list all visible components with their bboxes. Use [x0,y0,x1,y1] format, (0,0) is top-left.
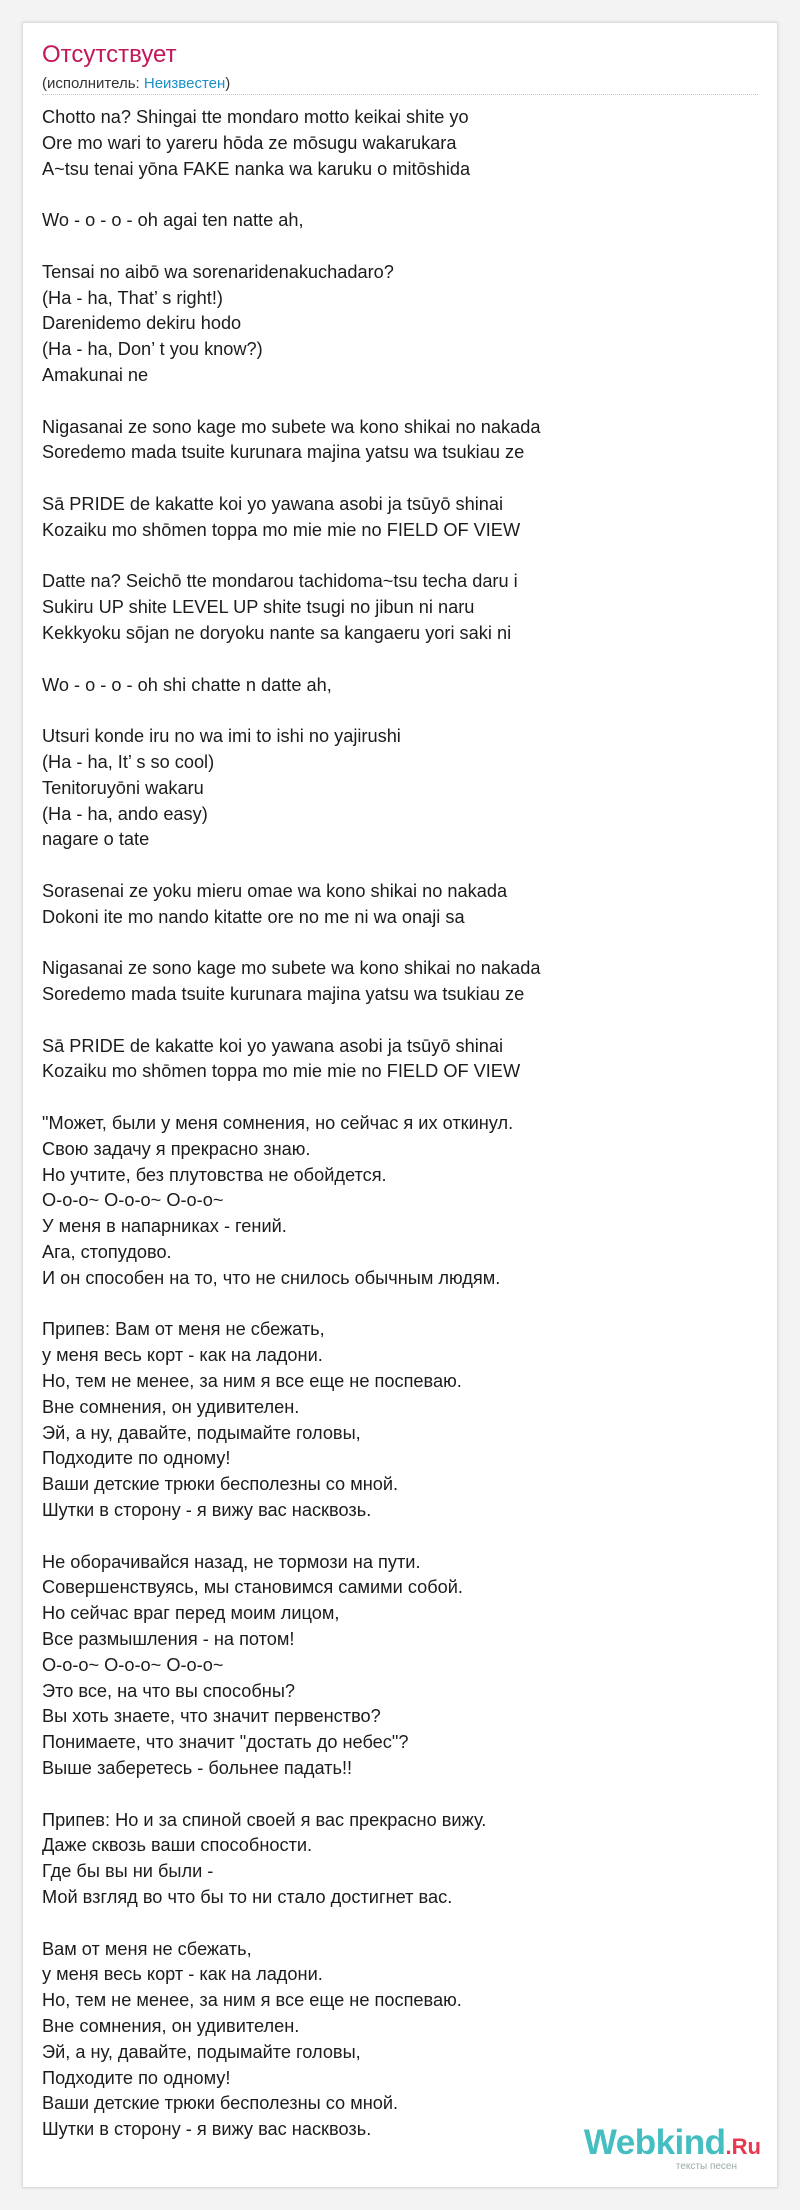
lyrics-blank-line [42,1911,540,1937]
lyrics-line: Совершенствуясь, мы становимся самими собой. [42,1577,463,1598]
lyrics-line: Но сейчас враг перед моим лицом, [42,1603,340,1624]
lyrics-line: (Ha - ha, Don’ t you know?) [42,339,263,360]
lyrics-line: Sā PRIDE de kakatte koi yo yawana asobi ja tsūyō shinai [42,1035,504,1056]
lyrics-line: Подходите по одному! [42,1448,231,1469]
lyrics-text [42,105,540,2143]
lyrics-blank-line [42,1782,540,1808]
lyrics-line: у меня весь корт - как на ладони. [42,1964,323,1985]
lyrics-line: Подходите по одному! [42,2067,231,2088]
lyrics-card [22,22,778,2188]
lyrics-line: Ваши детские трюки бесполезны со мной. [42,1474,399,1495]
lyrics-line: у меня весь корт - как на ладони. [42,1345,323,1366]
lyrics-line: Sorasenai ze yoku mieru omae wa kono shikai no nakada [42,880,508,901]
lyrics-blank-line [42,234,540,260]
song-title: Отсутствует [42,41,177,68]
lyrics-blank-line [42,1008,540,1034]
lyrics-blank-line [42,647,540,673]
lyrics-line: Шутки в сторону - я вижу вас насквозь. [42,1500,372,1521]
lyrics-blank-line [42,931,540,957]
lyrics-line: nagare o tate [42,829,150,850]
lyrics-line: "Может, были у меня сомнения, но сейчас я их откинул. [42,1113,514,1134]
title-divider [42,94,758,95]
lyrics-line: Но, тем не менее, за ним я все еще не поспеваю. [42,1371,462,1392]
lyrics-line: (Ha - ha, ando easy) [42,803,208,824]
lyrics-line: Nigasanai ze sono kage mo subete wa kono shikai no nakada [42,416,541,437]
lyrics-line: Свою задачу я прекрасно знаю. [42,1138,311,1159]
artist-suffix: ) [225,75,231,92]
lyrics-line: Вне сомнения, он удивителен. [42,2015,300,2036]
lyrics-line: Эй, а ну, давайте, подымайте головы, [42,1422,361,1443]
lyrics-blank-line [42,466,540,492]
lyrics-line: О-о-о~ О-о-о~ О-о-о~ [42,1654,224,1675]
lyrics-line: Но учтите, без плутовства не обойдется. [42,1164,387,1185]
artist-link[interactable]: Неизвестен [143,75,226,92]
lyrics-blank-line [42,1085,540,1111]
lyrics-blank-line [42,1292,540,1318]
lyrics-line: Kozaiku mo shōmen toppa mo mie mie no FIELD OF VIEW [42,1061,521,1082]
lyrics-line: Припев: Вам от меня не сбежать, [42,1319,325,1340]
lyrics-line: Darenidemo dekiru hodo [42,313,242,334]
lyrics-line: A~tsu tenai yōna FAKE nanka wa karuku o mitōshida [42,158,471,179]
lyrics-line: Все размышления - на потом! [42,1629,295,1650]
lyrics-line: Где бы вы ни были - [42,1861,214,1882]
lyrics-line: Не оборачивайся назад, не тормози на пути. [42,1551,421,1572]
lyrics-line: Вне сомнения, он удивителен. [42,1396,300,1417]
lyrics-line: Мой взгляд во что бы то ни стало достигнет вас. [42,1886,453,1907]
lyrics-line: О-о-о~ О-о-о~ О-о-о~ [42,1190,224,1211]
lyrics-line: Wo - o - o - oh shi chatte n datte ah, [42,674,332,695]
lyrics-line: Ваши детские трюки бесполезны со мной. [42,2093,399,2114]
lyrics-blank-line [42,698,540,724]
artist-line [42,75,230,92]
lyrics-line: Soredemo mada tsuite kurunara majina yatsu wa tsukiau ze [42,442,525,463]
lyrics-line: Даже сквозь ваши способности. [42,1835,313,1856]
lyrics-blank-line [42,182,540,208]
brand-tagline: тексты песен [675,2161,737,2172]
lyrics-line: Datte na? Seichō tte mondarou tachidoma~tsu techa daru i [42,571,518,592]
lyrics-line: Tensai no aibō wa sorenaridenakuchadaro? [42,261,394,282]
lyrics-blank-line [42,389,540,415]
lyrics-line: Sā PRIDE de kakatte koi yo yawana asobi ja tsūyō shinai [42,493,504,514]
lyrics-line: Вы хоть знаете, что значит первенство? [42,1706,381,1727]
lyrics-line: Понимаете, что значит "достать до небес"? [42,1732,409,1753]
lyrics-line: (Ha - ha, That’ s right!) [42,287,223,308]
lyrics-line: Вам от меня не сбежать, [42,1938,252,1959]
lyrics-line: Wo - o - o - oh agai ten natte ah, [42,210,304,231]
site-logo[interactable] [584,2125,761,2172]
lyrics-line: Dokoni ite mo nando kitatte ore no me ni wa onaji sa [42,906,465,927]
lyrics-line: Шутки в сторону - я вижу вас насквозь. [42,2119,372,2140]
brand-tld: .Ru [725,2134,761,2159]
lyrics-line: У меня в напарниках - гений. [42,1216,287,1237]
lyrics-line: Kekkyoku sōjan ne doryoku nante sa kangaeru yori saki ni [42,622,512,643]
lyrics-line: Эй, а ну, давайте, подымайте головы, [42,2041,361,2062]
lyrics-blank-line [42,1524,540,1550]
lyrics-line: Soredemo mada tsuite kurunara majina yatsu wa tsukiau ze [42,984,525,1005]
lyrics-line: Припев: Но и за спиной своей я вас прекрасно вижу. [42,1809,487,1830]
lyrics-line: Nigasanai ze sono kage mo subete wa kono shikai no nakada [42,958,541,979]
brand-name: Webkind [583,2123,726,2162]
lyrics-line: Chotto na? Shingai tte mondaro motto keikai shite yo [42,107,469,127]
lyrics-line: Kozaiku mo shōmen toppa mo mie mie no FIELD OF VIEW [42,519,521,540]
lyrics-line: Это все, на что вы способны? [42,1680,296,1701]
lyrics-line: И он способен на то, что не снилось обычным людям. [42,1267,501,1288]
lyrics-line: Tenitoruyōni wakaru [42,777,204,798]
lyrics-blank-line [42,853,540,879]
lyrics-line: Amakunai ne [42,364,149,385]
artist-prefix: (исполнитель: [42,75,144,92]
lyrics-line: Ore mo wari to yareru hōda ze mōsugu wakarukara [42,132,457,153]
lyrics-line: Выше заберетесь - больнее падать!! [42,1758,353,1778]
lyrics-line: Utsuri konde iru no wa imi to ishi no yajirushi [42,726,401,747]
lyrics-line: (Ha - ha, It’ s so cool) [42,751,215,772]
lyrics-line: Ага, стопудово. [42,1242,172,1263]
lyrics-line: Но, тем не менее, за ним я все еще не поспеваю. [42,1990,462,2011]
lyrics-line: Sukiru UP shite LEVEL UP shite tsugi no jibun ni naru [42,597,475,618]
lyrics-blank-line [42,544,540,570]
